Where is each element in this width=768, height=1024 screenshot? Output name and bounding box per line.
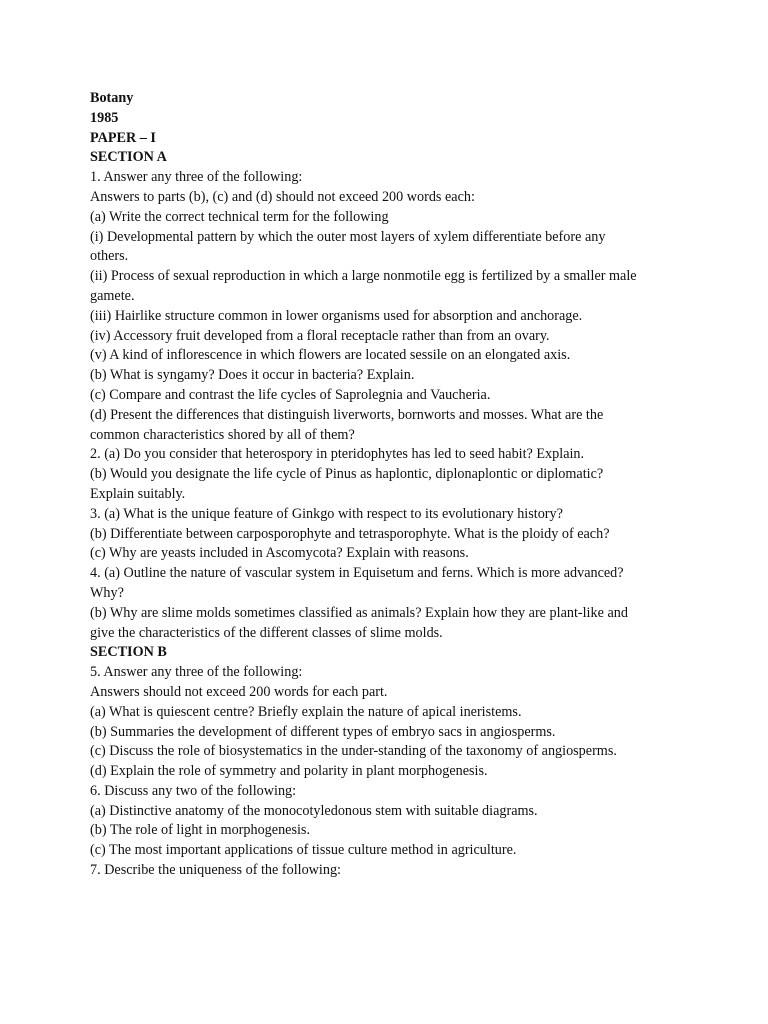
question-line: (a) Write the correct technical term for the following	[90, 208, 389, 225]
question-line: (d) Explain the role of symmetry and polarity in plant morphogenesis.	[90, 763, 488, 780]
question-line: (b) Differentiate between carposporophyte and tetrasporophyte. What is the ploidy of each?	[90, 525, 610, 542]
document-page	[90, 89, 690, 881]
question-line: 1. Answer any three of the following:	[90, 169, 303, 186]
year-heading: 1985	[90, 109, 119, 126]
question-line: (c) Discuss the role of biosystematics in the under-standing of the taxonomy of angiosperms.	[90, 743, 617, 760]
question-line: gamete.	[90, 287, 135, 304]
question-line: common characteristics shored by all of them?	[90, 426, 355, 443]
question-line: (i) Developmental pattern by which the outer most layers of xylem differentiate before any	[90, 228, 606, 245]
question-line: (ii) Process of sexual reproduction in which a large nonmotile egg is fertilized by a smaller male	[90, 268, 637, 285]
question-line: others.	[90, 248, 129, 265]
question-line: (b) Why are slime molds sometimes classified as animals? Explain how they are plant-like and	[90, 604, 628, 621]
question-line: 7. Describe the uniqueness of the following:	[90, 862, 341, 879]
question-line: (d) Present the differences that distinguish liverworts, bornworts and mosses. What are the	[90, 406, 604, 423]
question-line: Answers to parts (b), (c) and (d) should not exceed 200 words each:	[90, 188, 475, 205]
question-line: (c) The most important applications of tissue culture method in agriculture.	[90, 842, 517, 859]
section-a-heading: SECTION A	[90, 149, 167, 166]
question-line: 6. Discuss any two of the following:	[90, 782, 297, 799]
question-line: 4. (a) Outline the nature of vascular system in Equisetum and ferns. Which is more advanced?	[90, 565, 624, 582]
question-line: Answers should not exceed 200 words for each part.	[90, 683, 388, 700]
paper-heading: PAPER – I	[90, 129, 156, 146]
question-line: (b) Summaries the development of different types of embryo sacs in angiosperms.	[90, 723, 556, 740]
question-line: 2. (a) Do you consider that heterospory in pteridophytes has led to seed habit? Explain.	[90, 446, 585, 463]
question-line: (c) Why are yeasts included in Ascomycota? Explain with reasons.	[90, 545, 469, 562]
question-line: (b) The role of light in morphogenesis.	[90, 822, 310, 839]
question-line: (b) Would you designate the life cycle of Pinus as haplontic, diplonaplontic or diplomatic?	[90, 466, 604, 483]
question-line: (c) Compare and contrast the life cycles of Saprolegnia and Vaucheria.	[90, 386, 491, 403]
subject-heading: Botany	[90, 90, 134, 106]
question-line: (iii) Hairlike structure common in lower organisms used for absorption and anchorage.	[90, 307, 583, 324]
question-line: 5. Answer any three of the following:	[90, 664, 303, 681]
question-line: Explain suitably.	[90, 485, 186, 502]
question-line: (b) What is syngamy? Does it occur in bacteria? Explain.	[90, 367, 415, 384]
question-line: give the characteristics of the different classes of slime molds.	[90, 624, 443, 641]
question-line: (a) What is quiescent centre? Briefly explain the nature of apical ineristems.	[90, 703, 522, 720]
question-line: (v) A kind of inflorescence in which flowers are located sessile on an elongated axis.	[90, 347, 571, 364]
question-line: (iv) Accessory fruit developed from a floral receptacle rather than from an ovary.	[90, 327, 550, 344]
section-b-heading: SECTION B	[90, 644, 167, 661]
question-line: Why?	[90, 584, 124, 601]
question-line: (a) Distinctive anatomy of the monocotyledonous stem with suitable diagrams.	[90, 802, 538, 819]
question-line: 3. (a) What is the unique feature of Ginkgo with respect to its evolutionary history?	[90, 505, 563, 522]
